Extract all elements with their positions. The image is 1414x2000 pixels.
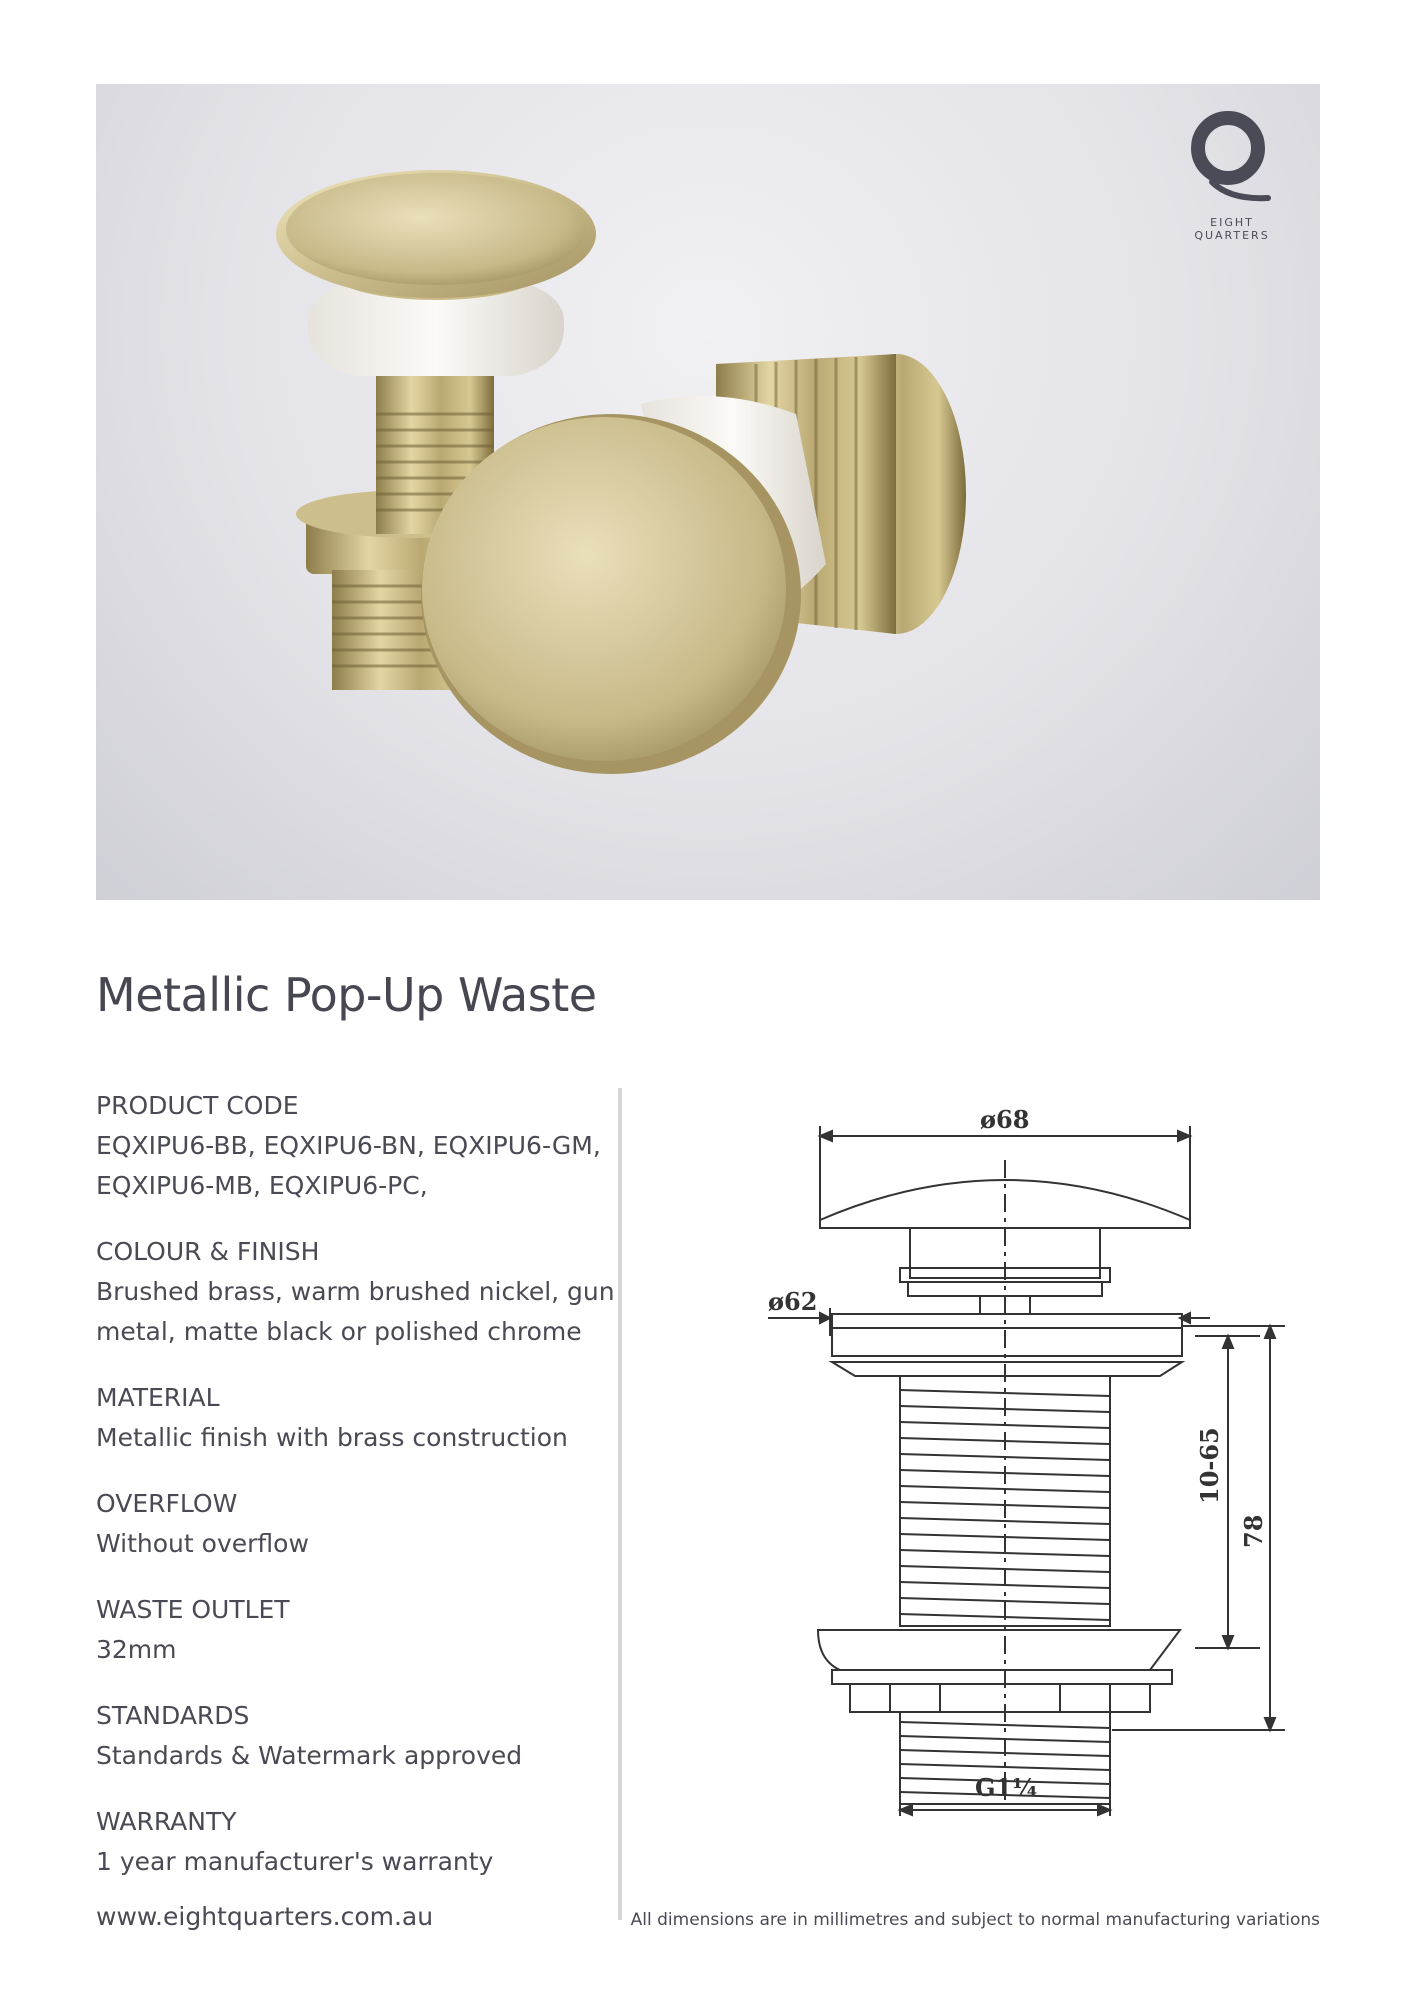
dim-thread-label: G1¼ [975,1773,1038,1802]
brand-name: EIGHT QUARTERS [1194,216,1270,242]
spec-standards [96,1696,616,1776]
spec-value: 32mm [96,1635,177,1664]
spec-label: WASTE OUTLET [96,1595,290,1624]
column-divider [618,1088,622,1920]
spec-value: Brushed brass, warm brushed nickel, gun metal, matte black or polished chrome [96,1277,615,1346]
dim-flange-label: ø62 [768,1287,818,1316]
technical-drawing [740,1100,1300,1824]
spec-list [96,1086,616,1908]
brand-logo [1170,110,1294,242]
spec-colour-finish [96,1232,616,1352]
product-photo [96,84,1320,900]
spec-label: PRODUCT CODE [96,1091,299,1120]
spec-label: WARRANTY [96,1807,237,1836]
spec-label: COLOUR & FINISH [96,1237,320,1266]
product-illustration [96,84,1320,900]
dim-height-label: 78 [1239,1514,1268,1548]
spec-product-code [96,1086,616,1206]
spec-label: MATERIAL [96,1383,220,1412]
spec-waste-outlet [96,1590,616,1670]
spec-value: EQXIPU6-BB, EQXIPU6-BN, EQXIPU6-GM, EQXIPU6-MB, EQXIPU6-PC, [96,1131,601,1200]
dim-range-label: 10-65 [1195,1427,1224,1504]
dimensions-note: All dimensions are in millimetres and subject to normal manufacturing variations [630,1910,1320,1930]
brand-q-mark-icon [1190,110,1274,206]
spec-material [96,1378,616,1458]
spec-value: Without overflow [96,1529,309,1558]
spec-label: STANDARDS [96,1701,250,1730]
right-waste [421,354,966,774]
spec-value: Metallic finish with brass construction [96,1423,568,1452]
spec-value: 1 year manufacturer's warranty [96,1847,494,1876]
spec-value: Standards & Watermark approved [96,1741,523,1770]
website-url: www.eightquarters.com.au [96,1902,434,1931]
dim-top-label: ø68 [980,1105,1030,1134]
spec-label: OVERFLOW [96,1489,238,1518]
product-title: Metallic Pop-Up Waste [96,968,597,1022]
spec-warranty [96,1802,616,1882]
spec-overflow [96,1484,616,1564]
